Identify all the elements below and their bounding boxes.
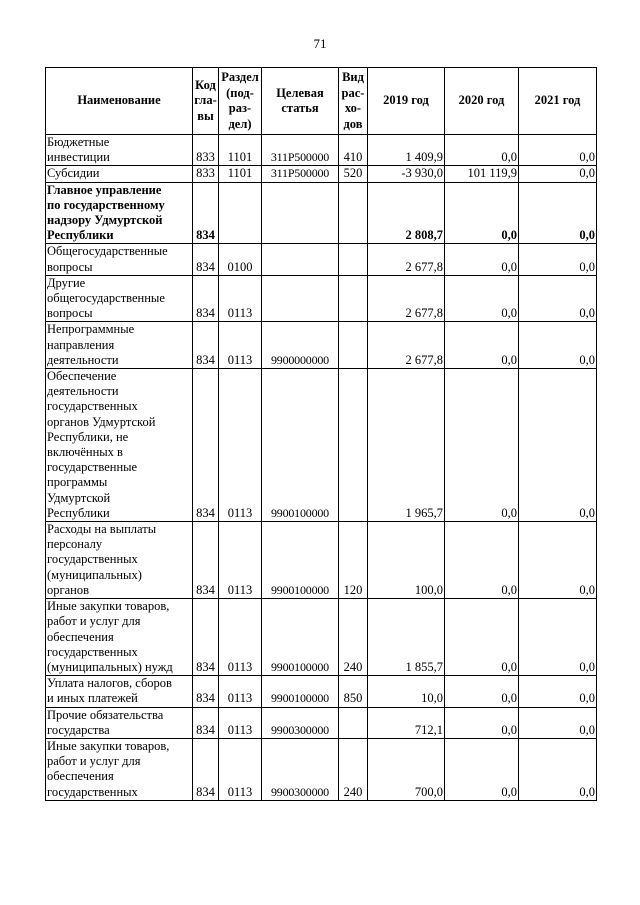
cell-section: 1101: [219, 166, 262, 182]
cell-name: [46, 707, 193, 738]
table-row: [46, 707, 597, 738]
cell-name: [46, 369, 193, 522]
cell-name-line: обеспечения: [47, 769, 114, 784]
cell-chapter-code: 834: [193, 369, 219, 522]
cell-expense-type: 850: [339, 676, 368, 707]
header-target: Целевая статья: [262, 68, 339, 135]
cell-section: 0113: [219, 322, 262, 369]
cell-target-article: 311P500000: [262, 166, 339, 182]
cell-target-article: 9900100000: [262, 599, 339, 676]
cell-2020: 0,0: [445, 322, 519, 369]
cell-expense-type: 240: [339, 738, 368, 800]
cell-section: 0113: [219, 738, 262, 800]
cell-name-line: Субсидии: [47, 166, 100, 181]
cell-target-article: 9900100000: [262, 522, 339, 599]
cell-expense-type: [339, 244, 368, 275]
cell-2020: 0,0: [445, 182, 519, 244]
table-row: [46, 275, 597, 322]
cell-2019: 1 965,7: [368, 369, 445, 522]
cell-2020: 101 119,9: [445, 166, 519, 182]
cell-name-line: Республики: [47, 505, 110, 520]
cell-2021: 0,0: [519, 322, 597, 369]
cell-name: [46, 244, 193, 275]
cell-target-article: 9900300000: [262, 738, 339, 800]
cell-2020: 0,0: [445, 244, 519, 275]
cell-2021: 0,0: [519, 738, 597, 800]
cell-2020: 0,0: [445, 369, 519, 522]
table-header-row: [46, 68, 597, 135]
cell-name-line: обеспечения: [47, 629, 114, 644]
table-row: [46, 522, 597, 599]
cell-2021: 0,0: [519, 369, 597, 522]
cell-name-line: инвестиции: [47, 150, 110, 165]
cell-target-article: 9900100000: [262, 676, 339, 707]
cell-section: 0113: [219, 275, 262, 322]
cell-name-line: Обеспечение: [47, 369, 117, 384]
cell-name-line: Другие: [47, 275, 86, 290]
cell-expense-type: [339, 275, 368, 322]
cell-2020: 0,0: [445, 275, 519, 322]
cell-chapter-code: 834: [193, 522, 219, 599]
cell-name-line: деятельности: [47, 352, 119, 367]
cell-2021: 0,0: [519, 275, 597, 322]
cell-name-line: государственных: [47, 399, 138, 414]
cell-name-line: Республики: [47, 228, 114, 243]
cell-name-line: программы: [47, 475, 108, 490]
cell-name-line: органов Удмуртской: [47, 414, 156, 429]
cell-chapter-code: 834: [193, 182, 219, 244]
cell-section: 0113: [219, 599, 262, 676]
cell-name-line: общегосударственные: [47, 291, 165, 306]
cell-2021: 0,0: [519, 599, 597, 676]
cell-target-article: [262, 275, 339, 322]
cell-name-line: включённых в: [47, 445, 123, 460]
cell-name-line: (муниципальных) нужд: [47, 659, 173, 674]
cell-chapter-code: 833: [193, 166, 219, 182]
cell-name-line: Удмуртской: [47, 490, 111, 505]
cell-expense-type: [339, 322, 368, 369]
cell-section: 0113: [219, 369, 262, 522]
cell-name-line: Общегосударственные: [47, 244, 168, 259]
cell-section: 0100: [219, 244, 262, 275]
cell-name-line: Республики, не: [47, 429, 129, 444]
header-code: Код гла- вы: [193, 68, 219, 135]
cell-2019: 712,1: [368, 707, 445, 738]
cell-2020: 0,0: [445, 135, 519, 166]
cell-chapter-code: 834: [193, 676, 219, 707]
cell-expense-type: [339, 707, 368, 738]
cell-name-line: и иных платежей: [47, 691, 138, 706]
cell-2019: 2 677,8: [368, 275, 445, 322]
cell-target-article: 9900000000: [262, 322, 339, 369]
cell-name-line: Иные закупки товаров,: [47, 738, 170, 753]
cell-section: 1101: [219, 135, 262, 166]
cell-2019: 100,0: [368, 522, 445, 599]
cell-2019: 1 409,9: [368, 135, 445, 166]
cell-name: [46, 135, 193, 166]
cell-name: [46, 738, 193, 800]
cell-name-line: государственных: [47, 644, 138, 659]
header-name: Наименование: [46, 68, 193, 135]
cell-2019: 1 855,7: [368, 599, 445, 676]
cell-2019: -3 930,0: [368, 166, 445, 182]
cell-name-line: надзору Удмуртской: [47, 213, 163, 228]
cell-section: 0113: [219, 707, 262, 738]
cell-name-line: по государственному: [47, 197, 165, 212]
table-row: [46, 676, 597, 707]
cell-expense-type: [339, 369, 368, 522]
cell-chapter-code: 833: [193, 135, 219, 166]
cell-name-line: Уплата налогов, сборов: [47, 676, 172, 691]
cell-name: [46, 275, 193, 322]
cell-name-line: государственных: [47, 784, 138, 799]
cell-2020: 0,0: [445, 738, 519, 800]
cell-name: [46, 522, 193, 599]
cell-2021: 0,0: [519, 182, 597, 244]
cell-name-line: деятельности: [47, 384, 119, 399]
header-section: Раздел (под- раз- дел): [219, 68, 262, 135]
cell-name-line: работ и услуг для: [47, 614, 141, 629]
cell-chapter-code: 834: [193, 707, 219, 738]
header-2021: 2021 год: [519, 68, 597, 135]
page-number: 71: [313, 36, 327, 51]
cell-name-line: Бюджетные: [47, 135, 110, 149]
cell-name-line: государства: [47, 722, 110, 737]
cell-name-line: Прочие обязательства: [47, 707, 164, 722]
cell-name-line: Иные закупки товаров,: [47, 599, 170, 614]
cell-name-line: государственных: [47, 552, 138, 567]
cell-2021: 0,0: [519, 244, 597, 275]
header-2019: 2019 год: [368, 68, 445, 135]
table-row: [46, 738, 597, 800]
cell-name-line: Непрограммные: [47, 322, 135, 337]
header-expense-type: Вид рас- хо- дов: [339, 68, 368, 135]
cell-name: [46, 322, 193, 369]
cell-2021: 0,0: [519, 166, 597, 182]
cell-expense-type: 120: [339, 522, 368, 599]
cell-expense-type: [339, 182, 368, 244]
cell-name-line: государственные: [47, 460, 138, 475]
table-row: [46, 244, 597, 275]
cell-2020: 0,0: [445, 707, 519, 738]
cell-name-line: (муниципальных): [47, 567, 142, 582]
cell-chapter-code: 834: [193, 738, 219, 800]
cell-target-article: [262, 182, 339, 244]
cell-chapter-code: 834: [193, 322, 219, 369]
cell-name: [46, 182, 193, 244]
table-row: [46, 135, 597, 166]
table-row: [46, 599, 597, 676]
cell-2021: 0,0: [519, 707, 597, 738]
cell-2021: 0,0: [519, 676, 597, 707]
cell-name: [46, 676, 193, 707]
cell-name-line: Расходы на выплаты: [47, 522, 157, 537]
cell-chapter-code: 834: [193, 244, 219, 275]
cell-name: [46, 599, 193, 676]
cell-name-line: направления: [47, 337, 115, 352]
cell-chapter-code: 834: [193, 599, 219, 676]
cell-name: [46, 166, 193, 182]
cell-name-line: Главное управление: [47, 182, 162, 197]
cell-2021: 0,0: [519, 135, 597, 166]
cell-name-line: органов: [47, 582, 90, 597]
cell-section: 0113: [219, 522, 262, 599]
cell-2019: 2 808,7: [368, 182, 445, 244]
cell-target-article: 9900100000: [262, 369, 339, 522]
cell-name-line: вопросы: [47, 259, 93, 274]
cell-target-article: 9900300000: [262, 707, 339, 738]
cell-2020: 0,0: [445, 676, 519, 707]
table-body: [46, 135, 597, 801]
cell-expense-type: 240: [339, 599, 368, 676]
cell-expense-type: 520: [339, 166, 368, 182]
cell-2019: 10,0: [368, 676, 445, 707]
header-2020: 2020 год: [445, 68, 519, 135]
table-row: [46, 182, 597, 244]
cell-2019: 2 677,8: [368, 244, 445, 275]
cell-target-article: 311P500000: [262, 135, 339, 166]
table-row: [46, 322, 597, 369]
cell-2020: 0,0: [445, 522, 519, 599]
cell-name-line: работ и услуг для: [47, 754, 141, 769]
cell-2021: 0,0: [519, 522, 597, 599]
cell-target-article: [262, 244, 339, 275]
table-row: [46, 166, 597, 182]
cell-name-line: вопросы: [47, 306, 93, 321]
cell-expense-type: 410: [339, 135, 368, 166]
cell-2020: 0,0: [445, 599, 519, 676]
cell-section: [219, 182, 262, 244]
cell-section: 0113: [219, 676, 262, 707]
cell-chapter-code: 834: [193, 275, 219, 322]
table-row: [46, 369, 597, 522]
budget-table: [45, 67, 597, 801]
cell-name-line: персоналу: [47, 537, 103, 552]
cell-2019: 2 677,8: [368, 322, 445, 369]
cell-2019: 700,0: [368, 738, 445, 800]
